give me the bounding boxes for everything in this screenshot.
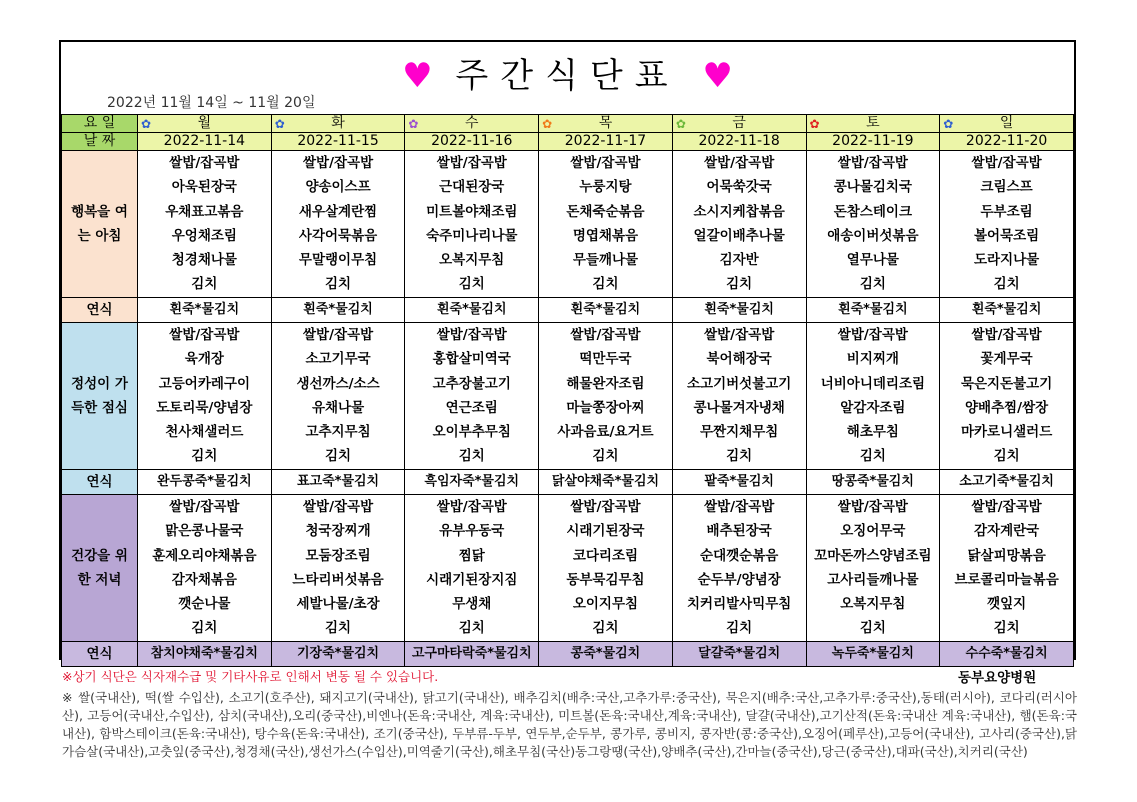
dish-item: 김치	[993, 448, 1020, 465]
dish-item: 깻순나물	[178, 596, 231, 613]
dish-item: 김치	[458, 620, 485, 637]
dish-item: 크림스프	[980, 179, 1033, 196]
date-range: 2022년 11월 14일 ~ 11월 20일	[107, 95, 316, 111]
dish-item: 맑은콩나물국	[165, 523, 244, 540]
dish-item: 비지찌개	[846, 351, 899, 368]
dish-cell	[806, 494, 940, 641]
day-name-cell	[806, 115, 940, 133]
dish-item: 어묵쑥갓국	[706, 179, 772, 196]
dish-item: 소시지케찹볶음	[693, 203, 785, 220]
title-row	[61, 42, 1074, 114]
dish-item: 김치	[191, 276, 218, 293]
day-name-cell	[138, 115, 272, 133]
flower-icon: ✿	[943, 117, 954, 131]
dish-item: 해초무침	[846, 424, 899, 441]
dish-item: 김치	[592, 620, 619, 637]
dish-item: 김치	[993, 276, 1020, 293]
dish-item: 알감자조림	[840, 399, 906, 416]
dish-item: 너비아니데리조림	[820, 375, 926, 392]
dish-item: 시래기된장지짐	[426, 571, 518, 588]
dish-item: 돈참스테이크	[833, 203, 912, 220]
dish-item: 볼어묵조림	[974, 227, 1040, 244]
snack-cell: 흰죽*물김치	[940, 297, 1074, 322]
dish-item: 쌀밥/잡곡밥	[570, 326, 641, 343]
flower-icon: ✿	[274, 117, 285, 131]
flower-icon: ✿	[675, 117, 686, 131]
dish-item: 마늘쫑장아찌	[566, 399, 645, 416]
dish-cell	[539, 322, 673, 469]
title-text: 주간식단표	[455, 56, 680, 96]
snack2-label: 연식	[62, 469, 138, 494]
dish-item: 도토리묵/양념장	[156, 399, 253, 416]
date-cell: 2022-11-19	[806, 133, 940, 151]
dish-item: 콩나물겨자냉채	[693, 399, 785, 416]
dish-item: 순두부/양념장	[697, 571, 781, 588]
day-name-cell	[940, 115, 1074, 133]
dish-item: 북어해장국	[706, 351, 772, 368]
dish-item: 홍합살미역국	[432, 351, 511, 368]
day-name-cell	[539, 115, 673, 133]
dish-item: 마카로니샐러드	[960, 424, 1053, 441]
dish-item: 김치	[859, 276, 886, 293]
dinner-label: 건강을 위한 저녁	[62, 494, 138, 641]
snack-cell: 달걀죽*물김치	[672, 641, 806, 666]
dish-item: 훈제오리야채볶음	[152, 547, 257, 564]
dish-item: 얼갈이배추나물	[693, 227, 785, 244]
dish-item: 김치	[726, 448, 753, 465]
dish-cell	[138, 322, 272, 469]
dish-item: 육개장	[184, 351, 224, 368]
day-name: 목	[598, 115, 613, 131]
day-name: 수	[464, 115, 479, 131]
snack-cell: 흰죽*물김치	[405, 297, 539, 322]
dish-item: 근대된장국	[439, 179, 505, 196]
dish-item: 연근조림	[445, 399, 498, 416]
snack-cell: 참치야채죽*물김치	[138, 641, 272, 666]
dish-item: 쌀밥/잡곡밥	[169, 498, 240, 515]
dish-item: 소고기버섯불고기	[687, 375, 792, 392]
dish-item: 코다리조림	[572, 547, 639, 564]
day-name: 월	[197, 115, 212, 131]
day-name: 화	[331, 115, 345, 131]
snack-cell: 고구마타락죽*물김치	[405, 641, 539, 666]
snack3-row	[62, 641, 1074, 666]
dish-cell	[271, 151, 405, 298]
snack-cell: 흰죽*물김치	[672, 297, 806, 322]
dish-item: 우채표고볶음	[165, 203, 244, 220]
flower-icon: ✿	[141, 117, 152, 131]
dish-item: 김치	[325, 620, 352, 637]
dish-item: 깻잎지	[987, 596, 1027, 613]
dish-item: 양배추찜/쌈장	[965, 399, 1049, 416]
dish-item: 떡만두국	[579, 351, 632, 368]
dish-item: 유채나물	[311, 399, 365, 416]
snack-cell: 흰죽*물김치	[271, 297, 405, 322]
dish-item: 김치	[592, 448, 619, 465]
dish-item: 쌀밥/잡곡밥	[436, 326, 507, 343]
dish-item: 동부묵김무침	[566, 571, 645, 588]
dish-cell	[539, 151, 673, 298]
snack-cell: 녹두죽*물김치	[806, 641, 940, 666]
dish-item: 아욱된장국	[171, 179, 237, 196]
day-name: 금	[732, 115, 746, 131]
dish-item: 김치	[859, 448, 886, 465]
dish-item: 쌀밥/잡곡밥	[971, 498, 1042, 515]
dish-cell	[271, 494, 405, 641]
snack-cell: 흑임자죽*물김치	[405, 469, 539, 494]
dish-item: 쌀밥/잡곡밥	[302, 155, 374, 171]
breakfast-row	[62, 151, 1074, 298]
snack3-label: 연식	[62, 641, 138, 666]
date-cell: 2022-11-16	[405, 133, 539, 151]
day-name: 토	[866, 115, 880, 131]
dish-item: 김치	[191, 448, 218, 465]
flower-icon: ✿	[809, 117, 820, 131]
dish-item: 무들깨나물	[572, 252, 639, 269]
dish-item: 쌀밥/잡곡밥	[570, 155, 641, 171]
date-cell: 2022-11-15	[271, 133, 405, 151]
dish-item: 쌀밥/잡곡밥	[169, 155, 240, 171]
date-cell: 2022-11-20	[940, 133, 1074, 151]
dish-item: 치커리발사믹무침	[687, 596, 792, 613]
day-name-cell	[405, 115, 539, 133]
dish-item: 사과음료/요거트	[557, 424, 654, 441]
dish-item: 열무나물	[846, 252, 899, 269]
dish-item: 쌀밥/잡곡밥	[704, 326, 775, 343]
dish-item: 감자채볶음	[171, 571, 237, 588]
dish-cell	[672, 494, 806, 641]
dish-cell	[940, 494, 1074, 641]
snack-cell: 콩죽*물김치	[539, 641, 673, 666]
dish-item: 쌀밥/잡곡밥	[570, 498, 641, 515]
dish-item: 순대깻순볶음	[700, 547, 779, 564]
dish-item: 모둠장조림	[305, 547, 371, 564]
day-name-cell	[672, 115, 806, 133]
dish-item: 쌀밥/잡곡밥	[436, 498, 507, 515]
dish-item: 김치	[191, 620, 218, 637]
dish-item: 느타리버섯볶음	[292, 571, 384, 588]
dish-item: 김치	[726, 276, 753, 293]
dish-item: 고추지무침	[305, 424, 371, 441]
origin-info: ※ 쌀(국내산), 떡(쌀 수입산), 소고기(호주산), 돼지고기(국내산), 닭고기(국내산), 배추김치(배추:국산,고추가루:중국산), 묵은지(배추:국산,고추가루:중국산),동태(러시아), 코다리(러시아산), 고등어(국내산,수입산), 삼치(국내산),오리(중국산),비엔나(돈육:국내산, 계육:국내산), 미트볼(돈육:국내산,계육:국내산), 달걀(국내산),고기산적(돈육:국내산 계육:국내산), 햄(돈육:국내산), 함박스테이크(돈육:국내산), 탕수육(돈육:국내산), 조기(중국산), 두부류-두부, 연두부,순두부, 콩가루, 콩비지, 콩자반(콩:중국산),오징어(페루산),고등어(국내산), 고사리(중국산),닭가슴살(국내산),고춧잎(중국산),청경채(국산),생선가스(수입산),미역줄기(국산),해초무침(국산)동그랑땡(국산),양배추(국산),간마늘(중국산),당근(중국산),대파(국산),치커리(국산)	[62, 690, 1077, 759]
dish-item: 김자반	[719, 252, 759, 269]
snack-cell: 기장죽*물김치	[271, 641, 405, 666]
dish-item: 쌀밥/잡곡밥	[837, 155, 908, 171]
dish-item: 미트볼야채조림	[426, 203, 518, 220]
dish-item: 감자계란국	[974, 523, 1040, 540]
dish-item: 쌀밥/잡곡밥	[971, 155, 1042, 171]
dish-item: 쌀밥/잡곡밥	[704, 155, 775, 171]
dish-item: 무짠지채무침	[700, 424, 779, 441]
lunch-label: 정성이 가득한 점심	[62, 322, 138, 469]
dish-item: 쌀밥/잡곡밥	[302, 498, 374, 515]
dish-item: 김치	[458, 448, 485, 465]
dish-item: 꽃게무국	[980, 351, 1033, 368]
dish-item: 김치	[726, 620, 753, 637]
dish-item: 찜닭	[458, 547, 485, 564]
dinner-row	[62, 494, 1074, 641]
dish-item: 오징어무국	[840, 523, 906, 540]
dish-item: 브로콜리마늘볶음	[954, 571, 1059, 588]
dish-item: 꼬마돈까스양념조림	[814, 547, 932, 564]
breakfast-label: 행복을 여는 아침	[62, 151, 138, 298]
dish-item: 고등어카레구이	[158, 375, 250, 392]
flower-icon: ✿	[542, 117, 553, 131]
dish-item: 김치	[458, 276, 485, 293]
dish-item: 도라지나물	[974, 252, 1040, 269]
snack-cell: 수수죽*물김치	[940, 641, 1074, 666]
dish-item: 청경채나물	[171, 252, 237, 269]
dish-item: 오복지무침	[840, 596, 906, 613]
snack-cell: 흰죽*물김치	[806, 297, 940, 322]
day-name-cell	[271, 115, 405, 133]
dish-cell	[806, 151, 940, 298]
dish-item: 천사채샐러드	[165, 424, 244, 441]
dish-item: 우엉채조림	[171, 227, 237, 244]
change-notice: ※상기 식단은 식자재수급 및 기타사유로 인해서 변동 될 수 있습니다.	[62, 669, 439, 684]
dish-item: 두부조림	[980, 203, 1033, 220]
dish-cell	[672, 151, 806, 298]
snack1-row	[62, 297, 1074, 322]
dish-item: 애송이버섯볶음	[827, 227, 919, 244]
menu-sheet	[59, 40, 1076, 660]
dish-item: 김치	[325, 276, 352, 293]
dish-item: 세발나물/초장	[296, 596, 380, 613]
dish-item: 쌀밥/잡곡밥	[302, 326, 374, 343]
dish-item: 쌀밥/잡곡밥	[971, 326, 1042, 343]
dish-item: 콩나물김치국	[833, 179, 912, 196]
dish-item: 돈채죽순볶음	[566, 203, 645, 220]
dish-item: 새우살계란찜	[298, 203, 378, 220]
snack-cell: 소고기죽*물김치	[940, 469, 1074, 494]
dish-item: 시래기된장국	[566, 523, 645, 540]
day-header-row	[62, 115, 1074, 133]
flower-icon: ✿	[408, 117, 419, 131]
dish-item: 오이부추무침	[432, 424, 511, 441]
hospital-name: 동부요양병원	[958, 670, 1037, 686]
dish-item: 쌀밥/잡곡밥	[436, 155, 507, 171]
dish-item: 무생채	[452, 596, 492, 613]
dish-item: 고사리들깨나물	[827, 571, 919, 588]
dish-item: 쌀밥/잡곡밥	[837, 326, 908, 343]
dish-cell	[405, 151, 539, 298]
lunch-row	[62, 322, 1074, 469]
day-label-cell: 요 일	[62, 115, 138, 133]
dish-item: 오이지무침	[572, 596, 639, 613]
dish-item: 김치	[993, 620, 1020, 637]
snack-cell: 흰죽*물김치	[539, 297, 673, 322]
menu-table	[61, 114, 1074, 667]
dish-cell	[672, 322, 806, 469]
dish-cell	[806, 322, 940, 469]
snack-cell: 흰죽*물김치	[138, 297, 272, 322]
dish-item: 오복지무침	[439, 252, 505, 269]
snack-cell: 닭살야채죽*물김치	[539, 469, 673, 494]
date-cell: 2022-11-18	[672, 133, 806, 151]
date-cell: 2022-11-14	[138, 133, 272, 151]
dish-item: 청국장찌개	[305, 523, 371, 540]
dish-cell	[271, 322, 405, 469]
dish-item: 사각어묵볶음	[298, 227, 378, 244]
snack2-row	[62, 469, 1074, 494]
dish-cell	[940, 151, 1074, 298]
dish-item: 쌀밥/잡곡밥	[837, 498, 908, 515]
dish-cell	[405, 494, 539, 641]
dish-item: 누룽지탕	[579, 179, 632, 196]
page-title	[61, 48, 1074, 97]
snack-cell: 땅콩죽*물김치	[806, 469, 940, 494]
dish-cell	[138, 151, 272, 298]
dish-item: 배추된장국	[706, 523, 772, 540]
dish-cell	[138, 494, 272, 641]
dish-item: 유부우동국	[439, 523, 505, 540]
date-header-row	[62, 133, 1074, 151]
date-cell: 2022-11-17	[539, 133, 673, 151]
dish-item: 김치	[592, 276, 619, 293]
dish-item: 고추장불고기	[432, 375, 511, 392]
heart-icon: ♥	[702, 56, 733, 96]
dish-cell	[405, 322, 539, 469]
dish-cell	[940, 322, 1074, 469]
dish-item: 생선까스/소스	[296, 375, 380, 392]
snack1-label: 연식	[62, 297, 138, 322]
day-name: 일	[999, 115, 1014, 131]
dish-item: 김치	[859, 620, 886, 637]
dish-item: 소고기무국	[305, 351, 371, 368]
dish-item: 묵은지돈불고기	[960, 375, 1053, 392]
dish-item: 쌀밥/잡곡밥	[169, 326, 240, 343]
dish-item: 김치	[325, 448, 352, 465]
dish-item: 닭살피망볶음	[967, 547, 1046, 564]
snack-cell: 완두콩죽*물김치	[138, 469, 272, 494]
snack-cell: 표고죽*물김치	[271, 469, 405, 494]
snack-cell: 팥죽*물김치	[672, 469, 806, 494]
dish-item: 해물완자조림	[566, 375, 645, 392]
dish-item: 명엽채볶음	[572, 227, 639, 244]
dish-item: 무말랭이무침	[298, 252, 378, 269]
dish-item: 양송이스프	[305, 179, 371, 196]
date-label-cell: 날 짜	[62, 133, 138, 151]
dish-cell	[539, 494, 673, 641]
heart-icon: ♥	[402, 56, 433, 96]
dish-item: 쌀밥/잡곡밥	[704, 498, 775, 515]
dish-item: 숙주미나리나물	[426, 227, 518, 244]
